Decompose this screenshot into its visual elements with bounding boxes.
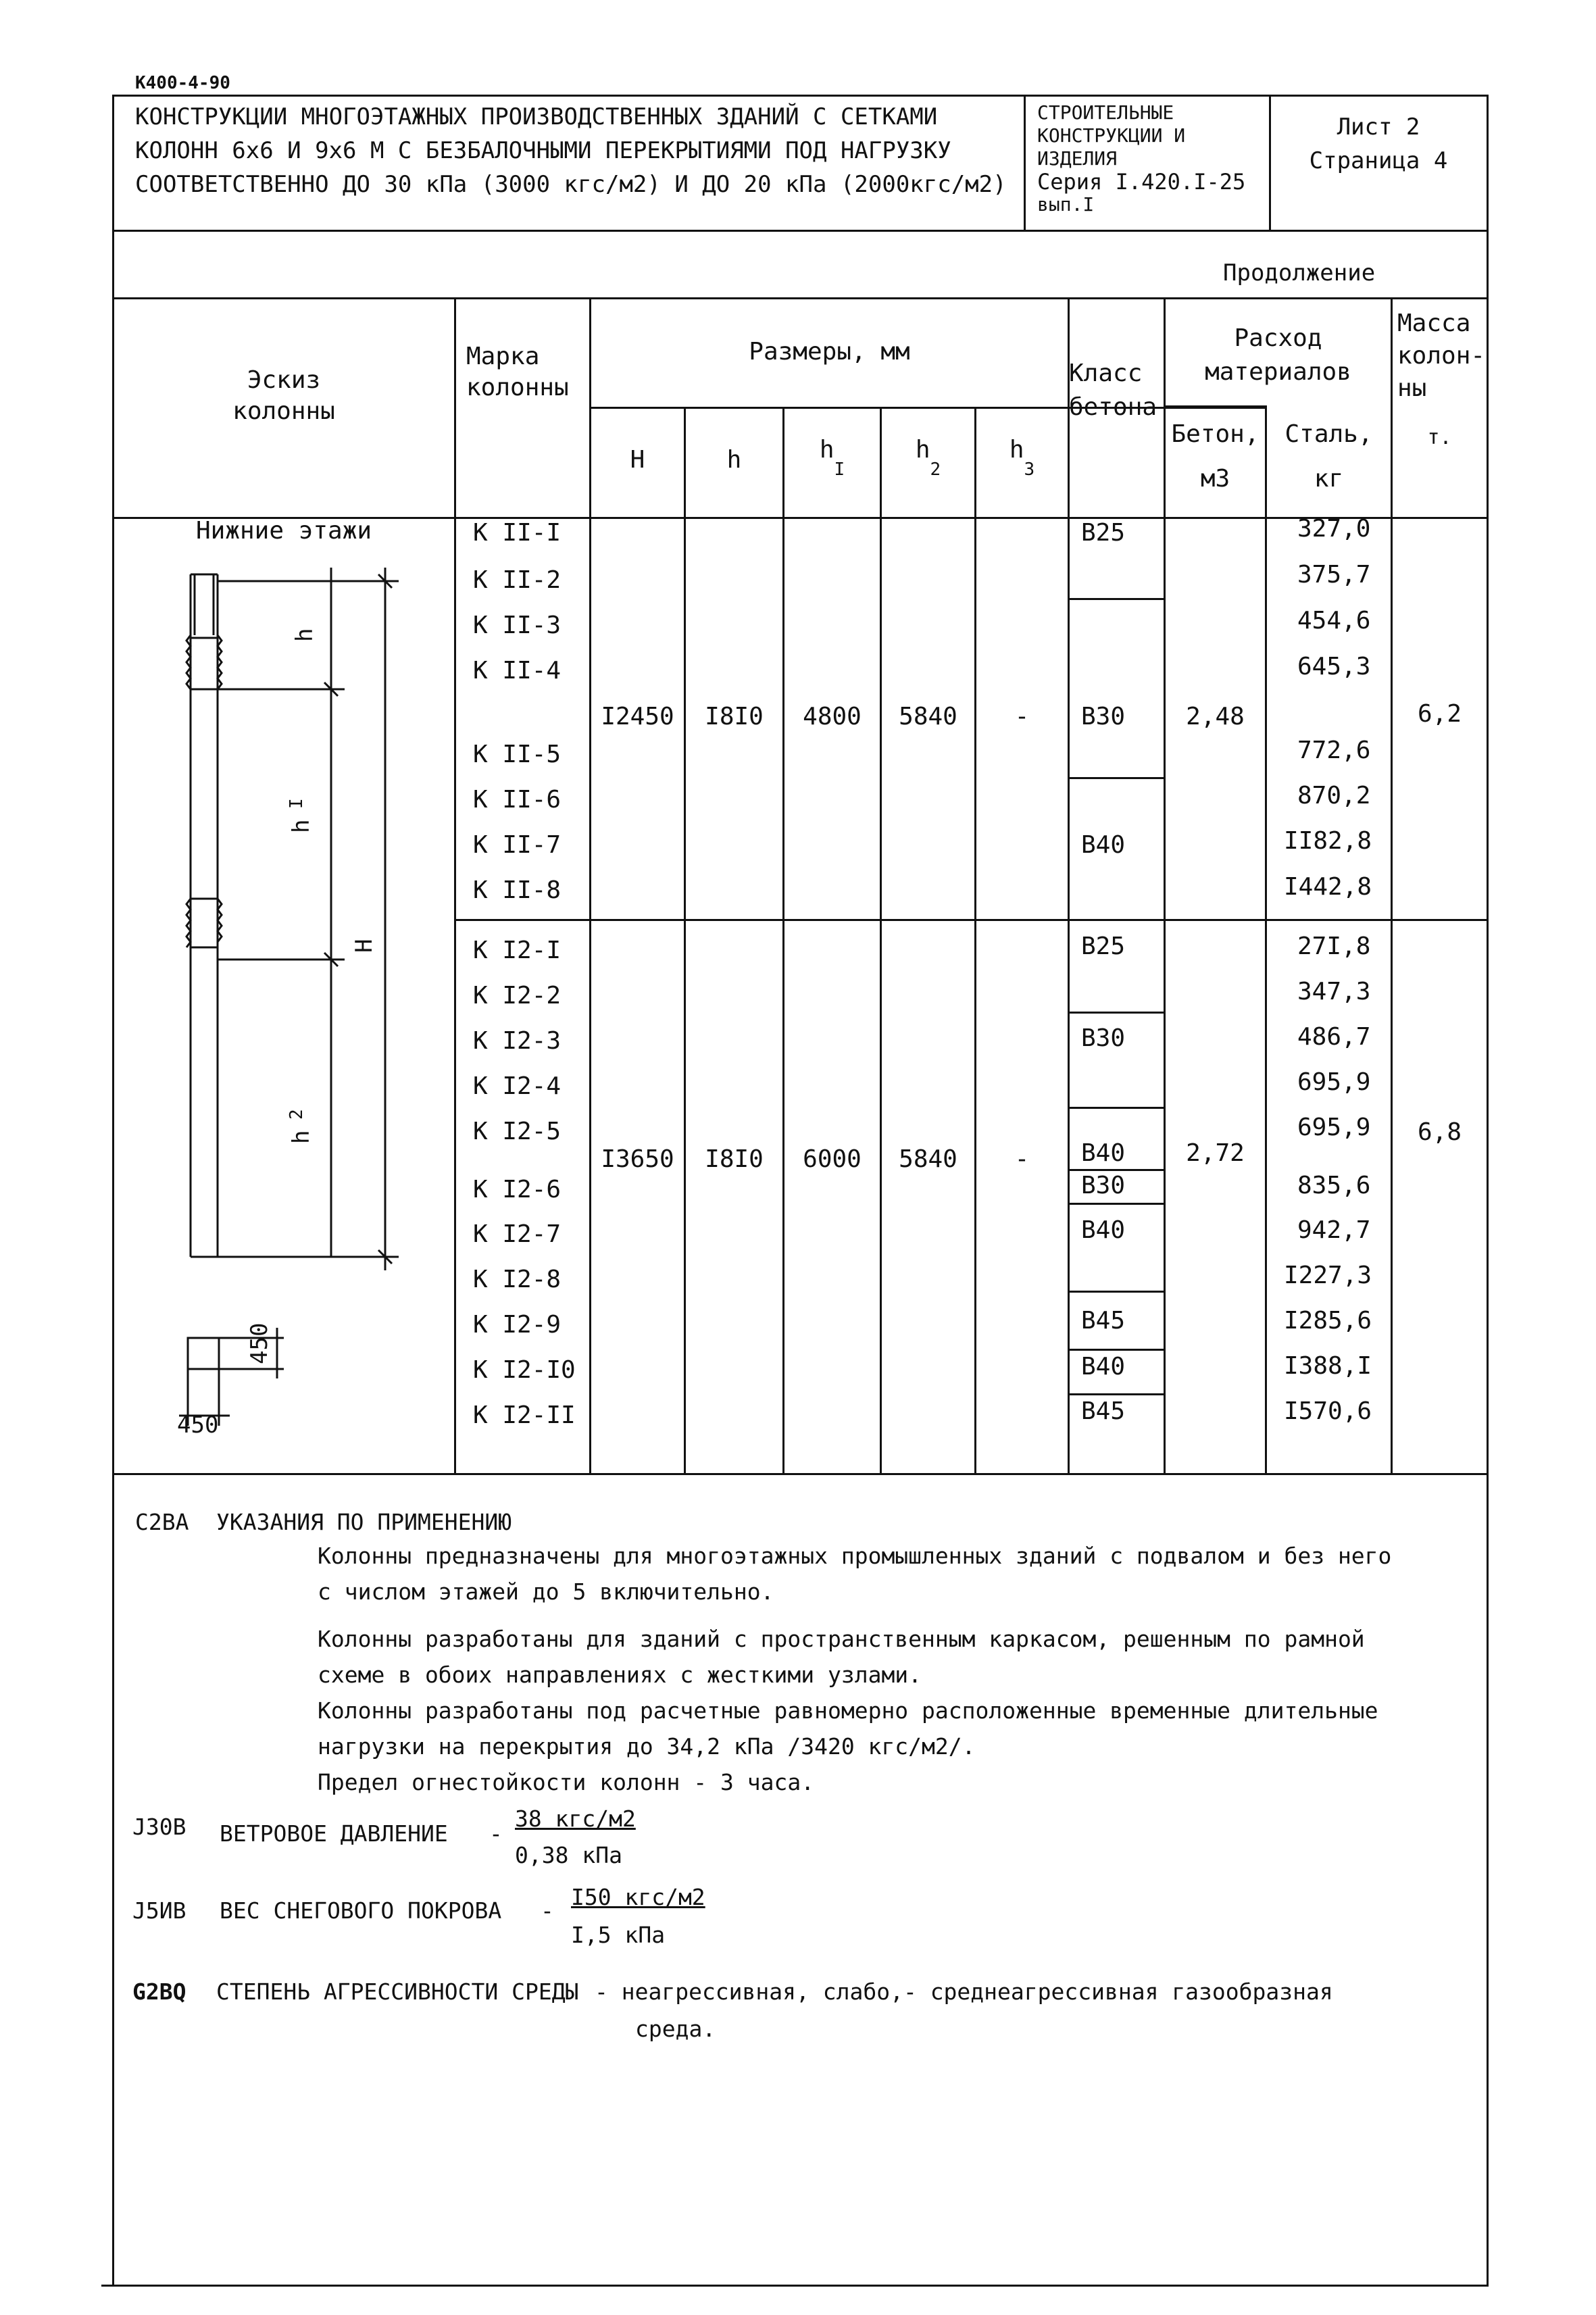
col-mark-line: Марка (466, 343, 540, 370)
cell-mass: 6,2 (1417, 700, 1462, 728)
usage-text: нагрузки на перекрытия до 34,2 кПа /3420 кгс/м2/. (318, 1733, 976, 1760)
column-sketch (115, 554, 453, 1473)
size-col-h2 (882, 436, 974, 480)
size-col-H: H (630, 446, 645, 474)
cell-h1: 6000 (803, 1145, 862, 1173)
cell-class: В40 (1081, 831, 1126, 859)
cell-h2: 5840 (899, 703, 957, 730)
header-category (1037, 101, 1245, 216)
wind-value-kpa: 0,38 кПа (515, 1842, 622, 1868)
dim-h2-sub: 2 (286, 1109, 307, 1120)
note-code-4: G2ВQ (132, 1978, 186, 2005)
cell-steel: I227,3 (1284, 1262, 1372, 1289)
wind-dash: - (489, 1820, 503, 1847)
table-row-mark: К I2-9 (473, 1311, 562, 1339)
table-row-mark: К I2-8 (473, 1266, 562, 1293)
cell-h: I8I0 (705, 703, 764, 730)
table-row-mark: К II-8 (473, 876, 562, 904)
col-concrete-line: Бетон, (1171, 420, 1260, 448)
col-mass-line: ны (1397, 374, 1427, 402)
usage-text: с числом этажей до 5 включительно. (318, 1578, 774, 1605)
col-steel-line: кг (1314, 465, 1344, 493)
col-mark (466, 341, 569, 403)
usage-text: Предел огнестойкости колонн - 3 часа. (318, 1769, 815, 1795)
cell-steel: 645,3 (1297, 653, 1371, 680)
col-sketch-line: Эскиз (247, 366, 321, 394)
cell-mass: 6,8 (1417, 1118, 1462, 1146)
col-concrete (1166, 412, 1265, 501)
table-row-mark: К II-4 (473, 657, 562, 684)
table-row-mark: К II-2 (473, 566, 562, 594)
cell-steel: 347,3 (1297, 978, 1371, 1005)
header-title-line: КОНСТРУКЦИИ МНОГОЭТАЖНЫХ ПРОИЗВОДСТВЕННЫХ ЗДАНИЙ С СЕТКАМИ (135, 103, 938, 130)
table-row-mark: К I2-I0 (473, 1356, 576, 1384)
cell-class: В25 (1081, 932, 1126, 960)
usage-heading: УКАЗАНИЯ ПО ПРИМЕНЕНИЮ (216, 1509, 512, 1535)
usage-text: Колонны предназначены для многоэтажных промышленных зданий с подвалом и без него (318, 1543, 1392, 1569)
frame-left (112, 95, 114, 2285)
col-usage-line: материалов (1205, 358, 1351, 386)
cell-h3: - (1014, 1145, 1030, 1173)
usage-text: схеме в обоих направлениях с жесткими узлами. (318, 1662, 922, 1688)
note-code-3: J5ИВ (132, 1897, 186, 1924)
cell-steel: 375,7 (1297, 561, 1371, 589)
table-row-mark: К II-7 (473, 831, 562, 859)
issue-line: вып.I (1037, 193, 1095, 216)
cell-steel: I570,6 (1284, 1397, 1372, 1425)
cell-H: I2450 (601, 703, 674, 730)
table-row-mark: К I2-6 (473, 1176, 562, 1203)
h2-letter: h (915, 436, 930, 464)
cell-class: В40 (1081, 1216, 1126, 1244)
table-row-mark: К II-I (473, 519, 562, 547)
table-row-mark: К II-5 (473, 741, 562, 768)
usage-text: Колонны разработаны для зданий с пространственным каркасом, решенным по рамной (318, 1626, 1365, 1652)
col-steel-line: Сталь, (1285, 420, 1373, 448)
h2-sub: 2 (930, 459, 941, 480)
cell-class: В25 (1081, 519, 1126, 547)
cell-steel: 870,2 (1297, 782, 1371, 810)
cell-h3: - (1014, 703, 1030, 730)
h3-sub: 3 (1024, 459, 1035, 480)
table-row-mark: К I2-I (473, 937, 562, 964)
cell-h2: 5840 (899, 1145, 957, 1173)
cell-h1: 4800 (803, 703, 862, 730)
cell-class: В40 (1081, 1139, 1126, 1167)
table-row-mark: К II-3 (473, 612, 562, 639)
col-mass-line: колон- (1397, 342, 1486, 370)
wind-value: 38 кгс/м2 (515, 1806, 636, 1832)
dim-h2: h (288, 1130, 315, 1144)
cell-steel: 695,9 (1297, 1114, 1371, 1141)
table-row-mark: К I2-5 (473, 1118, 562, 1145)
size-col-h3 (976, 436, 1068, 480)
table-row-mark: К I2-II (473, 1401, 576, 1429)
cell-concrete: 2,72 (1186, 1139, 1245, 1167)
dim-side: 450 (246, 1322, 273, 1364)
doc-code: К400-4-90 (135, 73, 230, 93)
snow-dash: - (541, 1897, 554, 1924)
col-sketch-line: колонны (232, 397, 335, 425)
env-label: СТЕПЕНЬ АГРЕССИВНОСТИ СРЕДЫ (216, 1978, 579, 2005)
col-steel (1267, 412, 1391, 501)
cell-class: В30 (1081, 1024, 1126, 1052)
category-line: КОНСТРУКЦИИ И (1037, 124, 1186, 147)
table-row-mark: К I2-4 (473, 1072, 562, 1100)
cell-steel: I388,I (1284, 1352, 1372, 1380)
cell-steel: I285,6 (1284, 1307, 1372, 1335)
note-code-2: J30В (132, 1814, 186, 1840)
continuation-label: Продолжение (1223, 259, 1376, 287)
cell-H: I3650 (601, 1145, 674, 1173)
h3-letter: h (1009, 436, 1024, 464)
cell-h: I8I0 (705, 1145, 764, 1173)
cell-steel: 27I,8 (1297, 932, 1371, 960)
table-row-mark: К II-6 (473, 786, 562, 814)
cell-class: В40 (1081, 1353, 1126, 1380)
header-title (135, 100, 1007, 201)
wind-label: ВЕТРОВОЕ ДАВЛЕНИЕ (220, 1820, 448, 1847)
dim-h: h (291, 628, 318, 642)
dim-H: H (351, 939, 378, 953)
cell-class: В30 (1081, 1172, 1126, 1199)
category-line: ИЗДЕЛИЯ (1037, 147, 1118, 170)
cell-class: В45 (1081, 1397, 1126, 1425)
header-title-line: КОЛОНН 6х6 И 9х6 М С БЕЗБАЛОЧНЫМИ ПЕРЕКРЫТИЯМИ ПОД НАГРУЗКУ (135, 137, 951, 164)
dim-h1-sub: I (286, 798, 307, 809)
cell-steel: 695,9 (1297, 1068, 1371, 1096)
size-col-h: h (726, 446, 742, 474)
table-row-mark: К I2-2 (473, 982, 562, 1010)
h1-sub: I (834, 459, 845, 480)
col-sketch (115, 365, 453, 427)
cell-steel: 454,6 (1297, 607, 1371, 634)
cell-steel: 327,0 (1297, 515, 1371, 543)
cell-class: В45 (1081, 1307, 1126, 1335)
dim-h1: h (288, 819, 315, 833)
category-line: СТРОИТЕЛЬНЫЕ (1037, 101, 1174, 124)
series-line: Серия I.420.I-25 (1037, 169, 1246, 195)
page-number: Страница 4 (1309, 147, 1448, 174)
cell-steel: 486,7 (1297, 1023, 1371, 1051)
sheet-number: Лист 2 (1337, 114, 1420, 141)
frame-top (112, 95, 1489, 97)
sketch-label: Нижние этажи (195, 517, 372, 545)
cell-steel: 835,6 (1297, 1172, 1371, 1199)
table-row-mark: К I2-7 (473, 1220, 562, 1248)
cell-steel: 942,7 (1297, 1216, 1371, 1244)
col-sizes: Размеры, мм (749, 338, 910, 366)
col-usage (1166, 322, 1391, 389)
size-col-h1 (784, 436, 880, 480)
col-mass (1397, 307, 1485, 405)
cell-concrete: 2,48 (1186, 703, 1245, 730)
header-title-line: СООТВЕТСТВЕННО ДО 30 кПа (3000 кгс/м2) И ДО 20 кПа (2000кгс/м2) (135, 171, 1007, 198)
cell-steel: II82,8 (1284, 827, 1372, 855)
frame-right (1487, 95, 1489, 2285)
col-mark-line: колонны (466, 374, 569, 401)
col-concrete-line: м3 (1200, 465, 1230, 493)
frame-bottom (101, 2285, 1489, 2287)
env-text-2: среда. (635, 2016, 716, 2042)
env-text: - неагрессивная, слабо,- среднеагрессивная газообразная (595, 1978, 1333, 2005)
col-class (1069, 357, 1157, 424)
snow-label: ВЕС СНЕГОВОГО ПОКРОВА (220, 1897, 502, 1924)
cell-steel: I442,8 (1284, 873, 1372, 901)
snow-value-kpa: I,5 кПа (571, 1922, 666, 1948)
col-class-line: Класс (1069, 359, 1143, 387)
usage-text: Колонны разработаны под расчетные равномерно расположенные временные длительные (318, 1697, 1378, 1724)
snow-value: I50 кгс/м2 (571, 1884, 705, 1910)
col-mass-unit: т. (1427, 426, 1452, 449)
cell-steel: 772,6 (1297, 737, 1371, 764)
col-usage-line: Расход (1234, 324, 1322, 352)
h1-letter: h (819, 436, 834, 464)
dim-bottom: 450 (177, 1412, 219, 1439)
table-row-mark: К I2-3 (473, 1027, 562, 1055)
col-mass-line: Масса (1397, 309, 1471, 337)
cell-class: В30 (1081, 703, 1126, 730)
col-class-line: бетона (1069, 393, 1157, 421)
note-code-1: С2ВА (135, 1509, 189, 1535)
